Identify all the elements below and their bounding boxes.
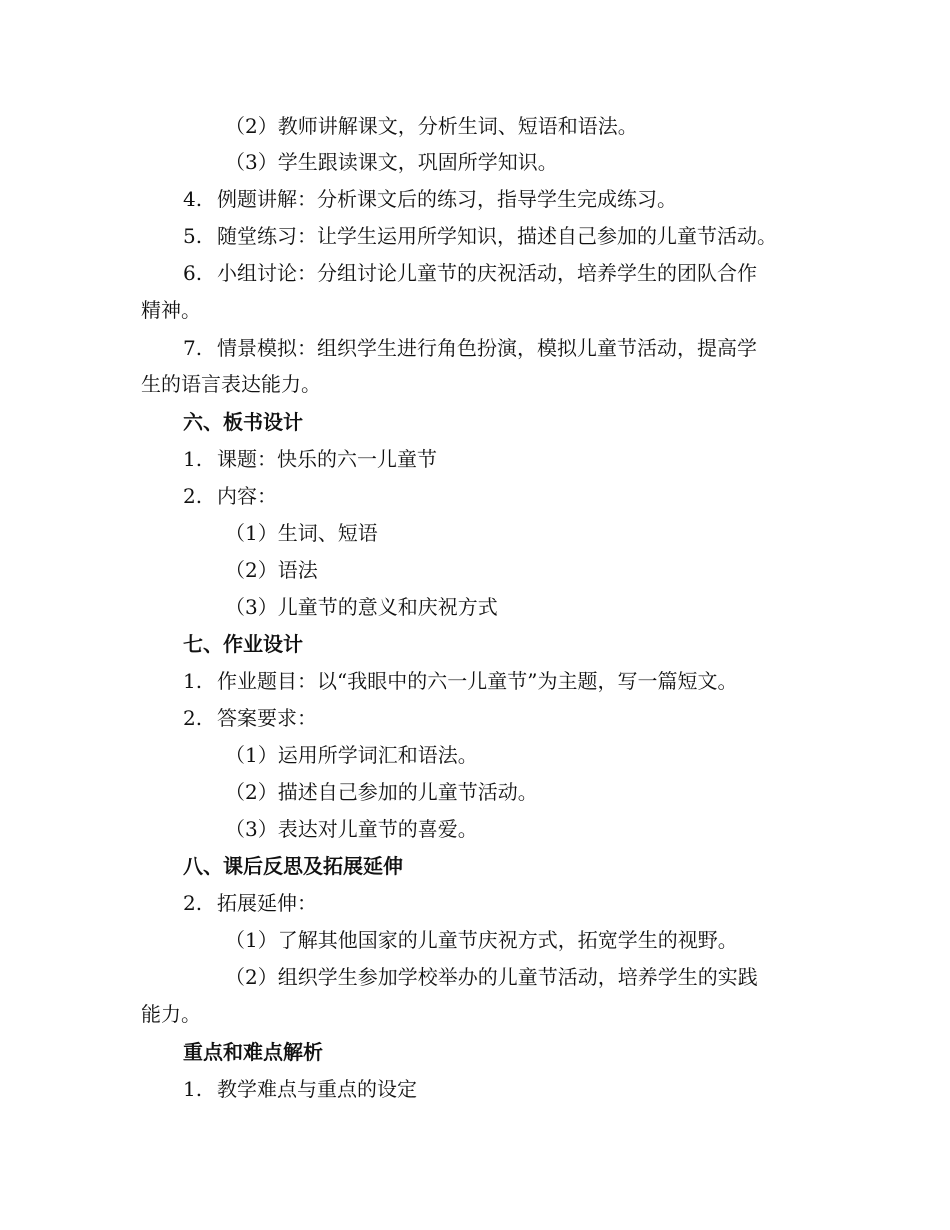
list-item — [0, 482, 950, 510]
item-number: 2. — [183, 891, 203, 915]
sub-item — [0, 778, 950, 806]
line-text: 生的语言表达能力。 — [141, 372, 321, 396]
item-number: 2. — [183, 706, 203, 730]
sub-item — [0, 815, 950, 843]
line-text: 能力。 — [141, 1002, 201, 1026]
line-text: 例题讲解：分析课文后的练习，指导学生完成练习。 — [217, 187, 677, 211]
line-text: 作业题目：以“我眼中的六一儿童节”为主题，写一篇短文。 — [217, 669, 738, 693]
line-text: （2）描述自己参加的儿童节活动。 — [225, 780, 538, 804]
item-number: 5. — [183, 224, 203, 248]
list-item — [0, 704, 950, 732]
heading-text: 六、板书设计 — [183, 410, 303, 434]
sub-item — [0, 926, 950, 954]
list-item — [0, 889, 950, 917]
line-text: 小组讨论：分组讨论儿童节的庆祝活动，培养学生的团队合作 — [217, 261, 757, 285]
list-item — [0, 334, 950, 362]
item-number: 2. — [183, 484, 203, 508]
sub-item — [0, 519, 950, 547]
line-text: 随堂练习：让学生运用所学知识，描述自己参加的儿童节活动。 — [217, 224, 777, 248]
item-number: 7. — [183, 336, 203, 360]
list-item — [0, 222, 950, 250]
line-text: （2）语法 — [225, 558, 318, 582]
continuation-line — [0, 1000, 950, 1028]
sub-item — [0, 556, 950, 584]
line-text: （1）了解其他国家的儿童节庆祝方式，拓宽学生的视野。 — [225, 928, 738, 952]
line-text: 教学难点与重点的设定 — [217, 1077, 417, 1101]
heading-text: 八、课后反思及拓展延伸 — [183, 854, 403, 878]
sub-item — [0, 593, 950, 621]
list-item — [0, 259, 950, 287]
sub-item — [0, 112, 950, 140]
section-heading — [0, 408, 950, 436]
section-heading — [0, 630, 950, 658]
line-text: 精神。 — [141, 298, 201, 322]
line-text: 情景模拟：组织学生进行角色扮演，模拟儿童节活动，提高学 — [217, 336, 757, 360]
list-item — [0, 667, 950, 695]
line-text: （3）学生跟读课文，巩固所学知识。 — [225, 150, 558, 174]
sub-item — [0, 963, 950, 991]
line-text: 答案要求： — [217, 706, 317, 730]
line-text: （1）生词、短语 — [225, 521, 378, 545]
item-number: 1. — [183, 669, 203, 693]
line-text: （2）教师讲解课文，分析生词、短语和语法。 — [225, 114, 638, 138]
heading-text: 重点和难点解析 — [183, 1040, 323, 1064]
item-number: 6. — [183, 261, 203, 285]
list-item — [0, 1075, 950, 1103]
line-text: （3）儿童节的意义和庆祝方式 — [225, 595, 498, 619]
continuation-line — [0, 296, 950, 324]
sub-item — [0, 741, 950, 769]
line-text: （2）组织学生参加学校举办的儿童节活动，培养学生的实践 — [225, 965, 758, 989]
line-text: 课题：快乐的六一儿童节 — [217, 447, 437, 471]
line-text: （1）运用所学词汇和语法。 — [225, 743, 478, 767]
line-text: （3）表达对儿童节的喜爱。 — [225, 817, 478, 841]
item-number: 1. — [183, 447, 203, 471]
continuation-line — [0, 370, 950, 398]
item-number: 1. — [183, 1077, 203, 1101]
line-text: 内容： — [217, 484, 277, 508]
line-text: 拓展延伸： — [217, 891, 317, 915]
heading-text: 七、作业设计 — [183, 632, 303, 656]
sub-item — [0, 148, 950, 176]
section-heading — [0, 1038, 950, 1066]
list-item — [0, 185, 950, 213]
list-item — [0, 445, 950, 473]
item-number: 4. — [183, 187, 203, 211]
section-heading — [0, 852, 950, 880]
